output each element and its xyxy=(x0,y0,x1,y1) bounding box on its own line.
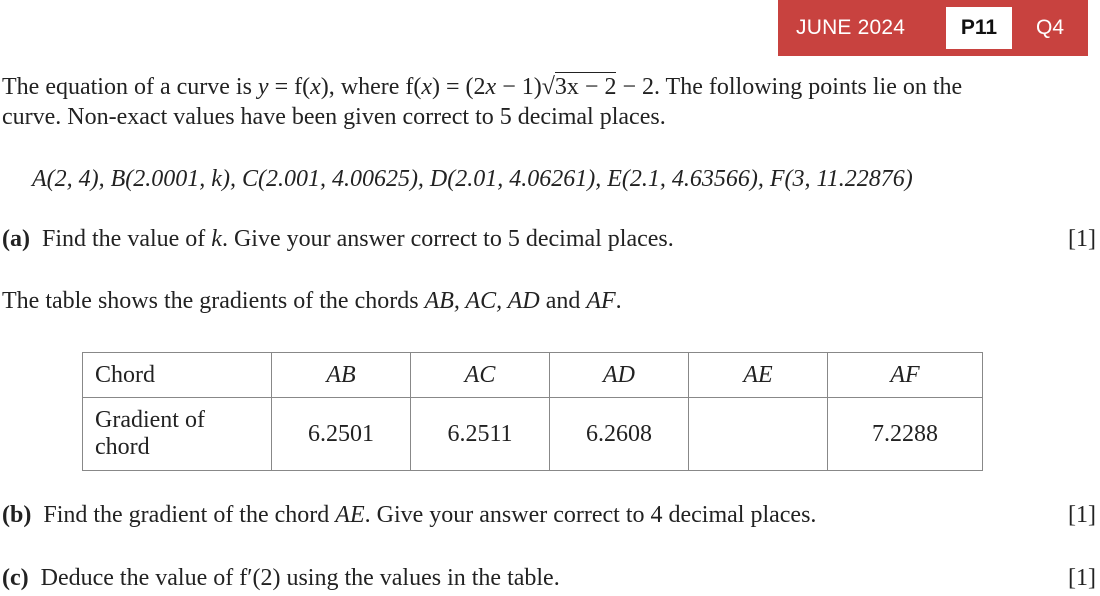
table-header-cell: AB xyxy=(272,353,411,398)
table-cell xyxy=(689,398,828,471)
points-list: A(2, 4), B(2.0001, k), C(2.001, 4.00625), D(2.01, 4.06261), E(2.1, 4.63566), F(3, 11.22876) xyxy=(32,166,913,192)
table-row xyxy=(83,353,983,398)
table-cell: 6.2511 xyxy=(411,398,550,471)
part-c-question: (c) Deduce the value of f′(2) using the values in the table. xyxy=(2,565,560,591)
table-row-label: Gradient of chord xyxy=(83,398,272,471)
part-a-question: (a) Find the value of k. Give your answer correct to 5 decimal places. xyxy=(2,226,674,252)
part-a-marks: [1] xyxy=(1068,226,1096,252)
gradient-table xyxy=(82,352,983,471)
part-b-marks: [1] xyxy=(1068,502,1096,528)
table-header-cell: AD xyxy=(550,353,689,398)
table-intro: The table shows the gradients of the chords AB, AC, AD and AF. xyxy=(2,288,622,314)
part-b-question: (b) Find the gradient of the chord AE. Give your answer correct to 4 decimal places. xyxy=(2,502,817,528)
session-label: JUNE 2024 xyxy=(796,16,906,39)
table-header-cell: AC xyxy=(411,353,550,398)
table-cell: 6.2501 xyxy=(272,398,411,471)
table-cell: 6.2608 xyxy=(550,398,689,471)
table-header-cell: AE xyxy=(689,353,828,398)
question-badge xyxy=(778,0,1088,56)
table-header-cell: AF xyxy=(828,353,983,398)
paper-label: P11 xyxy=(946,7,1012,49)
table-row xyxy=(83,398,983,471)
question-label: Q4 xyxy=(1035,16,1064,39)
intro-line-1: The equation of a curve is y = f(x), where f(x) = (2x − 1)√3x − 2 − 2. The following points lie on the xyxy=(2,74,963,100)
intro-line-2: curve. Non-exact values have been given correct to 5 decimal places. xyxy=(2,104,666,130)
table-cell: 7.2288 xyxy=(828,398,983,471)
part-c-marks: [1] xyxy=(1068,565,1096,591)
table-header-cell: Chord xyxy=(83,353,272,398)
